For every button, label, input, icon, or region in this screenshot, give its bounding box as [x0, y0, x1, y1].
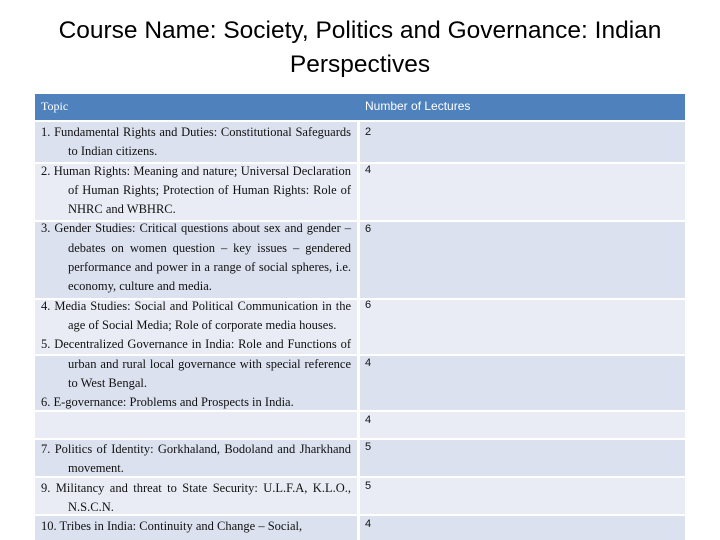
lectures-10: 4 — [365, 518, 372, 530]
topic-block-1 — [41, 123, 351, 412]
lectures-table — [35, 94, 685, 540]
table-row — [35, 410, 685, 438]
lectures-2: 4 — [365, 164, 372, 176]
lectures-7: 5 — [365, 441, 372, 453]
topic-2: 2. Human Rights: Meaning and nature; Universal Declaration of Human Rights; Protection of Human Rights: Role of NHRC and WBHRC. — [41, 163, 351, 217]
topic-9: 9. Militancy and threat to State Security: U.L.F.A, K.L.O., N.S.C.N. — [41, 480, 351, 514]
topic-5: 5. Decentralized Governance in India: Role and Functions of urban and rural local governance with special reference to West Bengal. — [41, 337, 351, 390]
lectures-3: 6 — [365, 223, 372, 235]
topic-1: 1. Fundamental Rights and Duties: Constitutional Safeguards to Indian citizens. — [41, 125, 351, 159]
lectures-4: 6 — [365, 299, 372, 311]
header-lectures: Number of Lectures — [365, 99, 471, 113]
course-title — [0, 14, 720, 82]
header-topic: Topic — [41, 99, 69, 113]
topic-block-2 — [41, 440, 351, 536]
lectures-1: 2 — [365, 126, 372, 138]
topic-6: 6. E-governance: Problems and Prospects in India. — [41, 395, 294, 410]
title-line-1: Course Name: Society, Politics and Governance: Indian — [58, 17, 662, 44]
topic-4: 4. Media Studies: Social and Political Communication in the age of Social Media; Role of corporate media houses. — [41, 298, 351, 332]
topic-7: 7. Politics of Identity: Gorkhaland, Bodoland and Jharkhand movement. — [41, 442, 351, 476]
topic-3: 3. Gender Studies: Critical questions about sex and gender – debates on women question – key issues – gendered performance and power in a range of social spheres, i.e. economy, culture and media. — [41, 221, 351, 294]
lectures-6: 4 — [365, 414, 372, 426]
column-divider — [357, 120, 360, 540]
table-header — [35, 94, 685, 120]
topic-10: 10. Tribes in India: Continuity and Change – Social, — [41, 519, 303, 534]
lectures-9: 5 — [365, 480, 372, 492]
title-line-2: Perspectives — [289, 51, 431, 78]
lectures-5: 4 — [365, 357, 372, 369]
